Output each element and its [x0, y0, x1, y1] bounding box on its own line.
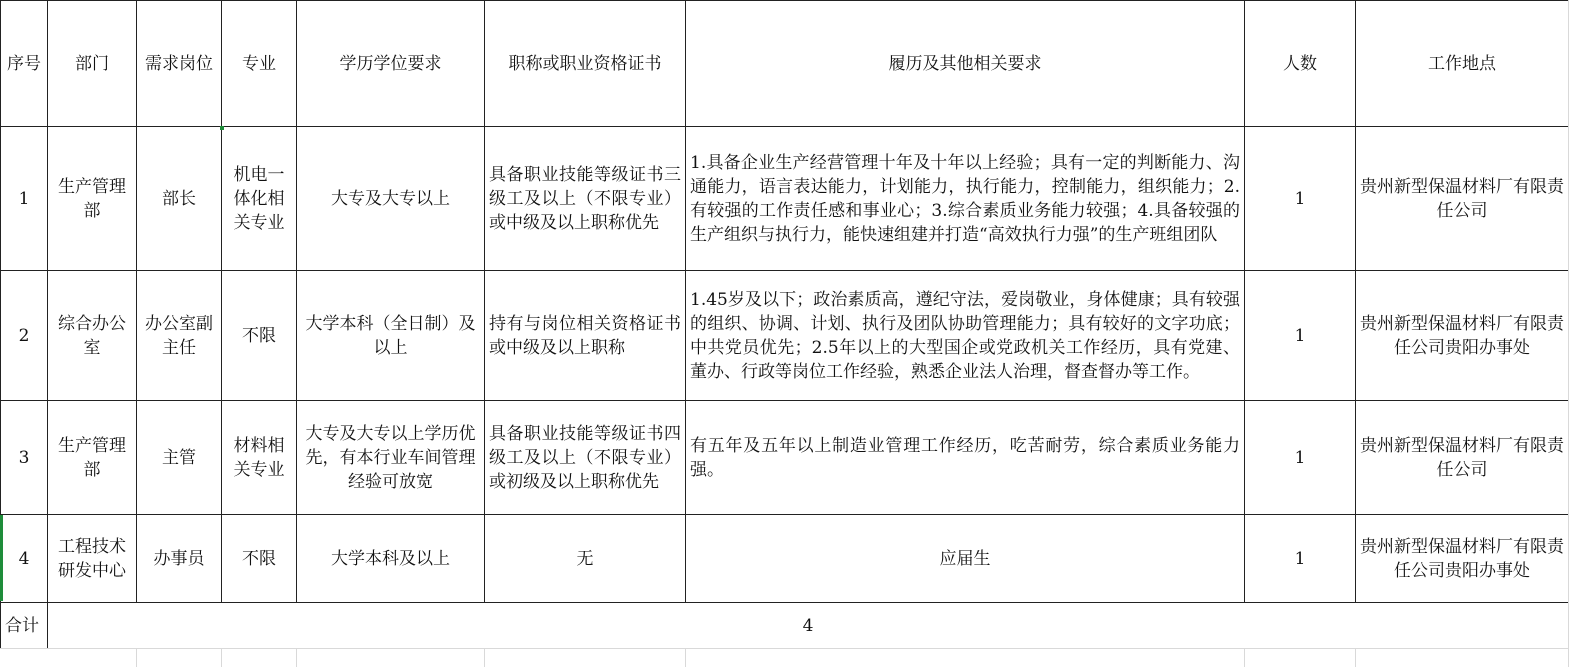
header-cell-location: 工作地点	[1356, 1, 1569, 127]
cell-comment-indicator	[220, 126, 224, 130]
grid-line	[221, 648, 222, 667]
row-selection-marker	[0, 515, 3, 601]
cell-position[interactable]: 办事员	[137, 515, 222, 603]
header-cell-certificate: 职称或职业资格证书	[485, 1, 686, 127]
cell-count[interactable]: 1	[1245, 127, 1356, 271]
table-row	[1, 127, 1569, 271]
cell-no[interactable]: 3	[1, 401, 48, 515]
cell-location[interactable]: 贵州新型保温材料厂有限责任公司	[1356, 401, 1569, 515]
cell-education[interactable]: 大学本科及以上	[297, 515, 485, 603]
cell-count[interactable]: 1	[1245, 401, 1356, 515]
table-row	[1, 515, 1569, 603]
grid-line	[136, 648, 137, 667]
cell-dept[interactable]: 生产管理部	[48, 401, 137, 515]
header-cell-major: 专业	[222, 1, 297, 127]
grid-line	[1355, 648, 1356, 667]
header-cell-position: 需求岗位	[137, 1, 222, 127]
grid-line	[685, 648, 686, 667]
cell-count[interactable]: 1	[1245, 271, 1356, 401]
cell-location[interactable]: 贵州新型保温材料厂有限责任公司贵阳办事处	[1356, 515, 1569, 603]
cell-location[interactable]: 贵州新型保温材料厂有限责任公司贵阳办事处	[1356, 271, 1569, 401]
table-row	[1, 271, 1569, 401]
cell-requirements[interactable]: 有五年及五年以上制造业管理工作经历，吃苦耐劳，综合素质业务能力强。	[686, 401, 1245, 515]
cell-certificate[interactable]: 持有与岗位相关资格证书或中级及以上职称	[485, 271, 686, 401]
cell-position[interactable]: 办公室副主任	[137, 271, 222, 401]
cell-no[interactable]: 4	[1, 515, 48, 603]
cell-certificate[interactable]: 具备职业技能等级证书三级工及以上（不限专业）或中级及以上职称优先	[485, 127, 686, 271]
cell-requirements[interactable]: 1.具备企业生产经营管理十年及十年以上经验；具有一定的判断能力、沟通能力，语言表达能力，计划能力，执行能力，控制能力，组织能力；2.有较强的工作责任感和事业心；3.综合素质业务能力较强；4.具备较强的生产组织与执行力，能快速组建并打造“高效执行力强”的生产班组团队	[686, 127, 1245, 271]
cell-certificate[interactable]: 具备职业技能等级证书四级工及以上（不限专业）或初级及以上职称优先	[485, 401, 686, 515]
cell-location[interactable]: 贵州新型保温材料厂有限责任公司	[1356, 127, 1569, 271]
cell-certificate[interactable]: 无	[485, 515, 686, 603]
header-cell-dept: 部门	[48, 1, 137, 127]
total-row	[1, 603, 1569, 649]
cell-education[interactable]: 大专及大专以上	[297, 127, 485, 271]
cell-requirements[interactable]: 1.45岁及以下；政治素质高，遵纪守法，爱岗敬业，身体健康；具有较强的组织、协调、计划、执行及团队协助管理能力；具有较好的文字功底；中共党员优先；2.5年以上的大型国企或党政机关工作经历，具有党建、董办、行政等岗位工作经验，熟悉企业法人治理，督查督办等工作。	[686, 271, 1245, 401]
header-cell-count: 人数	[1245, 1, 1356, 127]
cell-major[interactable]: 机电一体化相关专业	[222, 127, 297, 271]
grid-line	[1244, 648, 1245, 667]
grid-line	[484, 648, 485, 667]
header-cell-no: 序号	[1, 1, 48, 127]
header-row	[1, 1, 1569, 127]
cell-major[interactable]: 材料相关专业	[222, 401, 297, 515]
cell-position[interactable]: 部长	[137, 127, 222, 271]
cell-education[interactable]: 大学本科（全日制）及以上	[297, 271, 485, 401]
table-row	[1, 401, 1569, 515]
grid-line	[296, 648, 297, 667]
cell-no[interactable]: 2	[1, 271, 48, 401]
cell-requirements[interactable]: 应届生	[686, 515, 1245, 603]
cell-education[interactable]: 大专及大专以上学历优先，有本行业车间管理经验可放宽	[297, 401, 485, 515]
spreadsheet-grid-right	[1568, 0, 1590, 667]
header-cell-education: 学历学位要求	[297, 1, 485, 127]
total-label[interactable]: 合计	[1, 603, 48, 649]
cell-no[interactable]: 1	[1, 127, 48, 271]
cell-major[interactable]: 不限	[222, 515, 297, 603]
total-value[interactable]: 4	[48, 603, 1569, 649]
cell-count[interactable]: 1	[1245, 515, 1356, 603]
cell-major[interactable]: 不限	[222, 271, 297, 401]
header-cell-requirements: 履历及其他相关要求	[686, 1, 1245, 127]
cell-position[interactable]: 主管	[137, 401, 222, 515]
spreadsheet-grid-bottom	[0, 648, 1568, 668]
cell-dept[interactable]: 生产管理部	[48, 127, 137, 271]
cell-dept[interactable]: 工程技术研发中心	[48, 515, 137, 603]
cell-dept[interactable]: 综合办公室	[48, 271, 137, 401]
